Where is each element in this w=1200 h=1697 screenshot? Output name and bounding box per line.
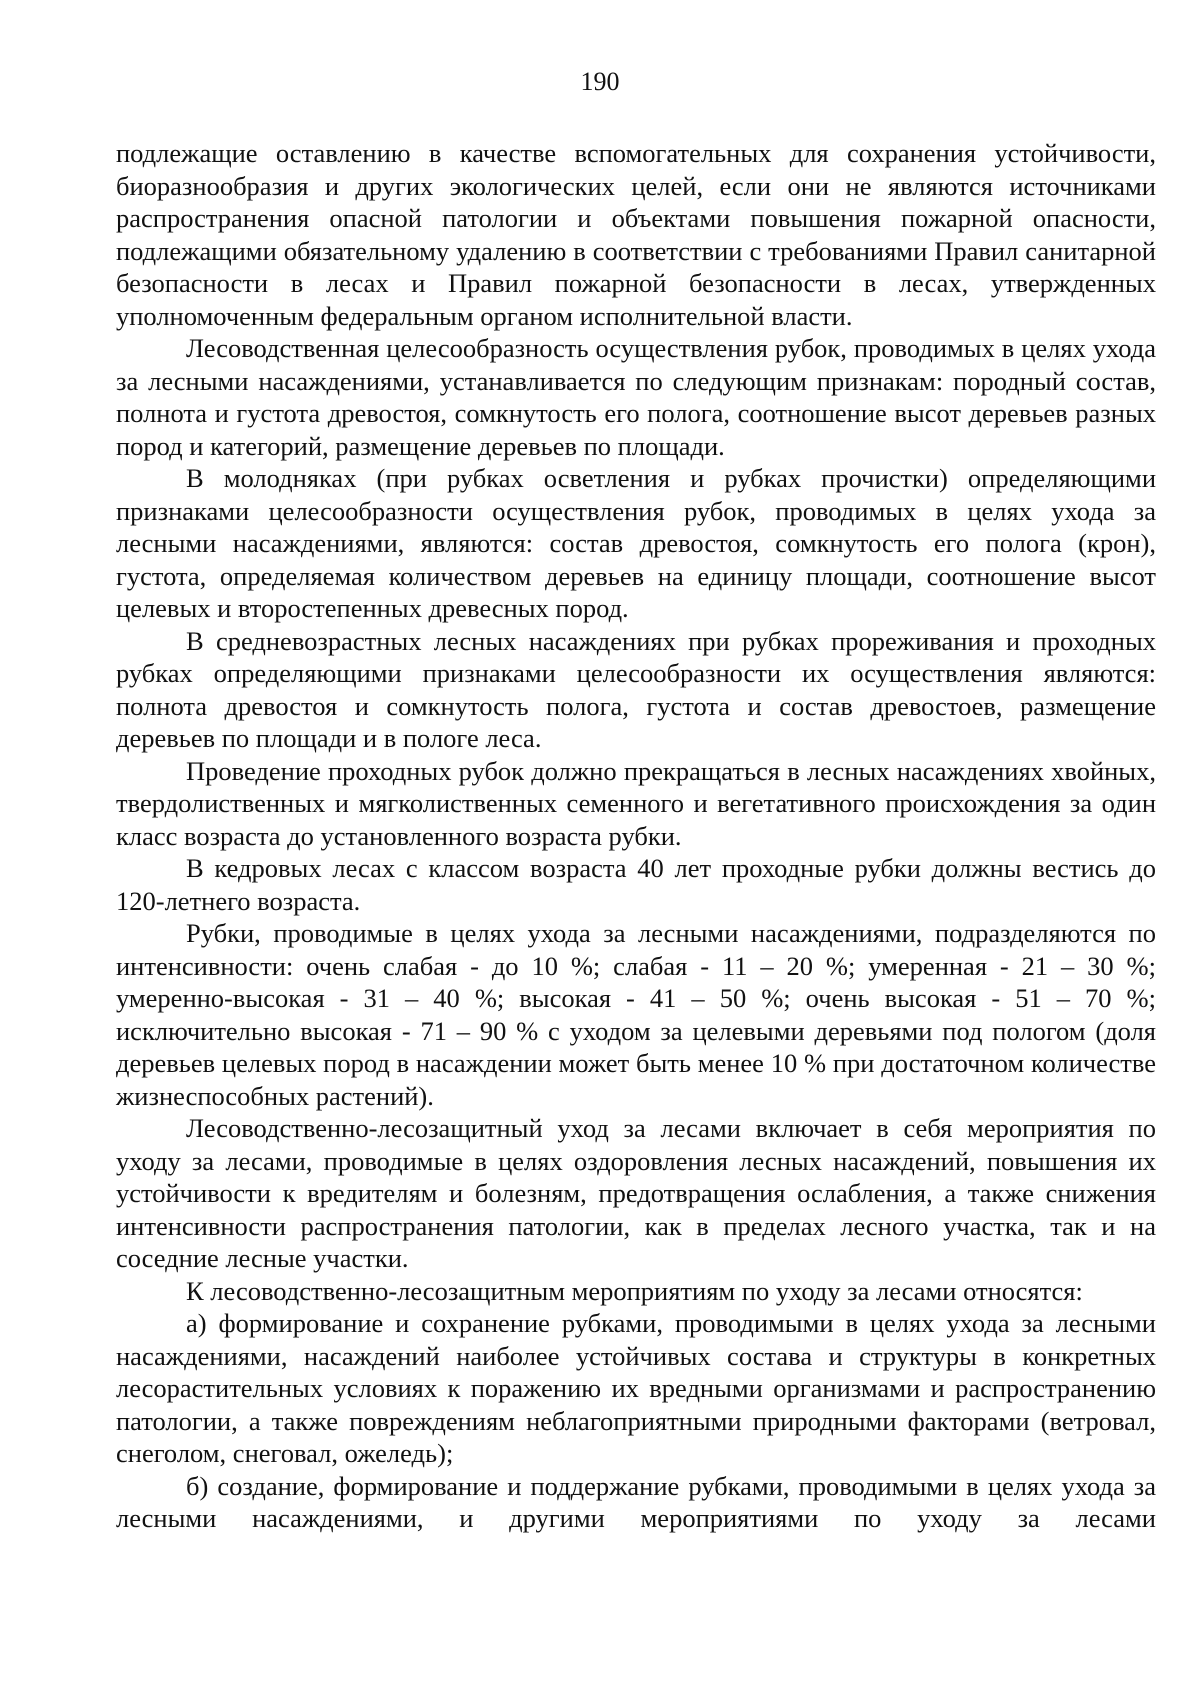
paragraph-middle-aged-stands: В средневозрастных лесных насаждениях при рубках прореживания и проходных рубках определяющими признаками целесообразности их осуществления являются: полнота древостоя и сомкнутость полога, густота и состав древостоев, размещение деревьев по площади и в пологе леса. <box>116 625 1156 753</box>
paragraph-continuation: подлежащие оставлению в качестве вспомогательных для сохранения устойчивости, биоразнообразия и других экологических целей, если они не являются источниками распространения опасной патологии и объектами повышения пожарной опасности, подлежащими обязательному удалению в соответствии с требованиями Правил санитарной безопасности в лесах и Правил пожарной безопасности в лесах, утвержденных уполномоченным федеральным органом исполнительной власти. <box>116 138 1156 331</box>
paragraph-silvicultural-feasibility: Лесоводственная целесообразность осуществления рубок, проводимых в целях ухода за лесными насаждениями, устанавливается по следующим признакам: породный состав, полнота и густота древостоя, сомкнутость его полога, соотношение высот деревьев разных пород и категорий, размещение деревьев по площади. <box>116 333 1156 461</box>
paragraph-measures-intro: К лесоводственно-лесозащитным мероприятиям по уходу за лесами относятся: <box>186 1275 1083 1306</box>
paragraph-passage-cuttings: Проведение проходных рубок должно прекращаться в лесных насаждениях хвойных, твердолиственных и мягколиственных семенного и вегетативного происхождения за один класс возраста до установленного возраста рубки. <box>116 755 1156 851</box>
paragraph-intensity: Рубки, проводимые в целях ухода за лесными насаждениями, подразделяются по интенсивности: очень слабая - до 10 %; слабая - 11 – 20 %; умеренная - 21 – 30 %; умеренно-высокая - 31 – 40 %; высокая - 41 – 50 %; очень высокая - 51 – 70 %; исключительно высокая - 71 – 90 % с уходом за целевыми деревьями под пологом (доля деревьев целевых пород в насаждении может быть менее 10 % при достаточном количестве жизнеспособных растений). <box>116 918 1156 1111</box>
list-item-a: а) формирование и сохранение рубками, проводимыми в целях ухода за лесными насаждениями, насаждений наиболее устойчивых состава и структуры в конкретных лесорастительных условиях к поражению их вредными организмами и распространению патологии, а также повреждениям неблагоприятными природными факторами (ветровал, снеголом, снеговал, ожеледь); <box>116 1308 1156 1468</box>
page-number: 190 <box>580 67 620 96</box>
paragraph-young-stands: В молодняках (при рубках осветления и рубках прочистки) определяющими признаками целесообразности осуществления рубок, проводимых в целях ухода за лесными насаждениями, являются: состав древостоя, сомкнутость его полога (крон), густота, определяемая количеством деревьев на единицу площади, соотношение высот целевых и второстепенных древесных пород. <box>116 463 1156 623</box>
document-body <box>116 137 1156 1535</box>
paragraph-cedar-forests: В кедровых лесах с классом возраста 40 лет проходные рубки должны вестись до 120-летнего возраста. <box>116 853 1156 916</box>
list-item-b: б) создание, формирование и поддержание рубками, проводимыми в целях ухода за лесными насаждениями, и другими мероприятиями по уходу за лесами <box>116 1470 1156 1533</box>
paragraph-protective-care: Лесоводственно-лесозащитный уход за лесами включает в себя мероприятия по уходу за лесами, проводимые в целях оздоровления лесных насаждений, повышения их устойчивости к вредителям и болезням, предотвращения ослабления, а также снижения интенсивности распространения патологии, как в пределах лесного участка, так и на соседние лесные участки. <box>116 1113 1156 1273</box>
